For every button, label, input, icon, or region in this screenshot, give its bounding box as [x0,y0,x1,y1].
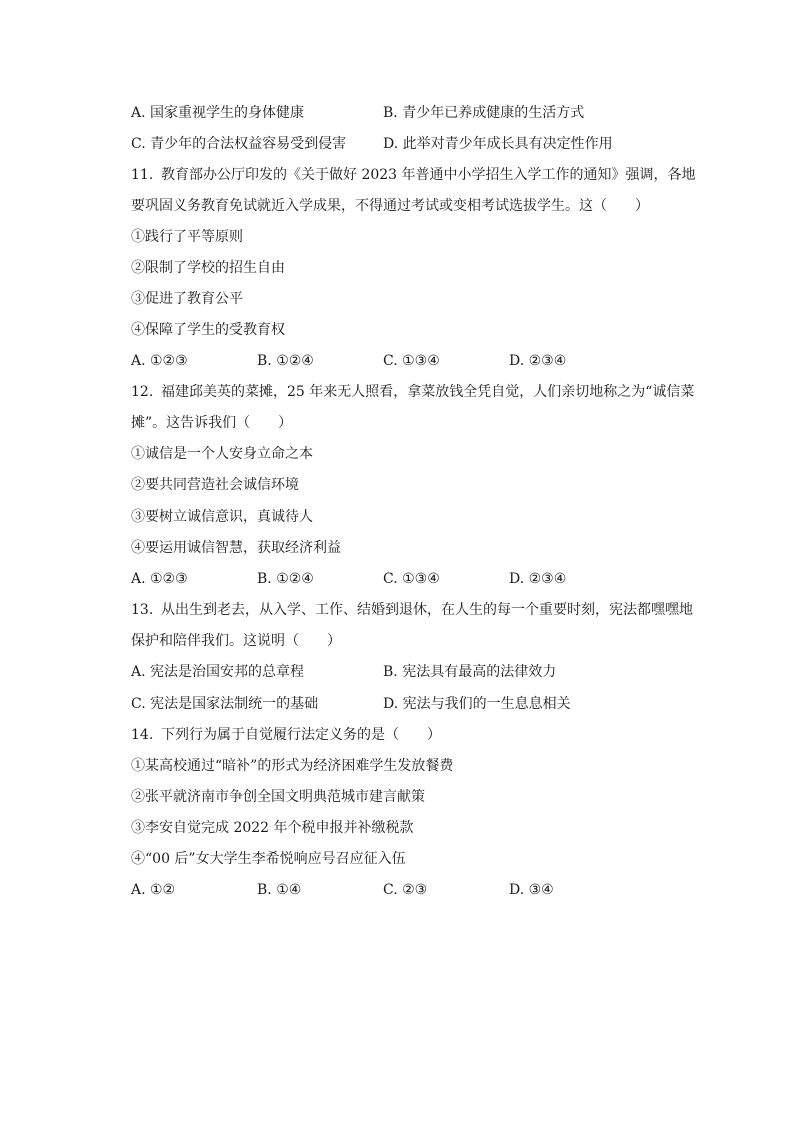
q10-option-a[interactable]: A. 国家重视学生的身体健康 [131,105,305,121]
q11-option-d[interactable]: D. ②③④ [509,353,567,369]
q11-item-4: ④保障了学生的受教育权 [131,322,285,338]
q13-option-a[interactable]: A. 宪法是治国安邦的总章程 [131,664,305,680]
q13-stem-line1: 13. 从出生到老去，从入学、工作、结婚到退休，在人生的每一个重要时刻，宪法都嘿嘿地 [131,602,693,618]
q14-item-3: ③李安自觉完成 2022 年个税申报并补缴税款 [131,820,414,836]
q11-item-2: ②限制了学校的招生自由 [131,260,285,276]
q12-option-b[interactable]: B. ①②④ [257,571,314,587]
q11-stem-line1: 11. 教育部办公厅印发的《关于做好 2023 年普通中小学招生入学工作的通知》强调，各地 [131,167,696,183]
q14-item-4: ④“00 后”女大学生李希悦响应号召应征入伍 [131,851,406,867]
q13-option-d[interactable]: D. 宪法与我们的一生息息相关 [383,696,571,712]
q14-option-a[interactable]: A. ①② [131,882,176,898]
q11-stem-line2: 要巩固义务教育免试就近入学成果，不得通过考试或变相考试选拔学生。这（ ） [131,198,649,214]
q14-option-d[interactable]: D. ③④ [509,882,554,898]
q13-stem-line2: 保护和陪伴我们。这说明（ ） [131,633,341,649]
q13-option-b[interactable]: B. 宪法具有最高的法律效力 [383,664,557,680]
q12-stem-line1: 12. 福建邱美英的菜摊，25 年来无人照看，拿菜放钱全凭自觉，人们亲切地称之为“诚信菜 [131,384,695,400]
q11-option-c[interactable]: C. ①③④ [383,353,440,369]
q10-option-d[interactable]: D. 此举对青少年成长具有决定性作用 [383,136,613,152]
q12-stem-line2: 摊”。这告诉我们（ ） [131,415,293,431]
q13-option-c[interactable]: C. 宪法是国家法制统一的基础 [131,696,319,712]
q12-item-4: ④要运用诚信智慧，获取经济利益 [131,540,341,556]
q13-number: 13. [131,602,154,618]
q14-item-2: ②张平就济南市争创全国文明典范城市建言献策 [131,789,425,805]
q12-option-a[interactable]: A. ①②③ [131,571,188,587]
q12-option-d[interactable]: D. ②③④ [509,571,567,587]
q14-stem-line1: 14. 下列行为属于自觉履行法定义务的是（ ） [131,727,441,743]
q11-option-b[interactable]: B. ①②④ [257,353,314,369]
q14-option-c[interactable]: C. ②③ [383,882,428,898]
q10-option-c[interactable]: C. 青少年的合法权益容易受到侵害 [131,136,347,152]
q14-option-b[interactable]: B. ①④ [257,882,302,898]
q11-item-1: ①践行了平等原则 [131,229,243,245]
q12-number: 12. [131,384,154,400]
q12-option-c[interactable]: C. ①③④ [383,571,440,587]
q10-option-b[interactable]: B. 青少年已养成健康的生活方式 [383,105,585,121]
q14-number: 14. [131,727,154,743]
q11-number: 11. [131,167,154,183]
q11-option-a[interactable]: A. ①②③ [131,353,188,369]
q12-item-2: ②要共同营造社会诚信环境 [131,477,299,493]
q12-item-3: ③要树立诚信意识，真诚待人 [131,509,313,525]
q14-item-1: ①某高校通过“暗补”的形式为经济困难学生发放餐费 [131,758,454,774]
q11-item-3: ③促进了教育公平 [131,291,243,307]
q12-item-1: ①诚信是一个人安身立命之本 [131,446,313,462]
